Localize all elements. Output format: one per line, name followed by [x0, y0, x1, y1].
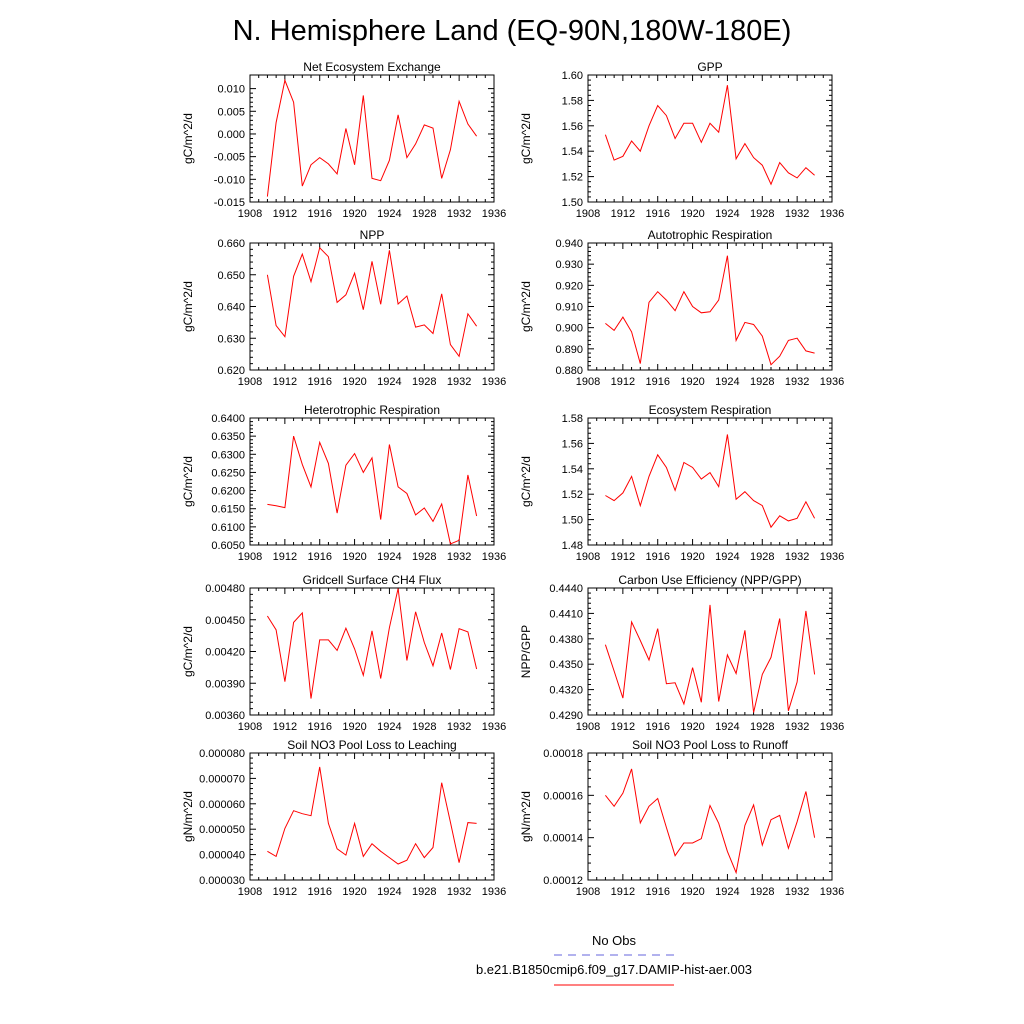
panel-title: Soil NO3 Pool Loss to Leaching — [287, 738, 457, 752]
x-tick-label: 1912 — [610, 886, 636, 898]
x-tick-label: 1932 — [446, 551, 472, 563]
x-tick-label: 1916 — [307, 721, 332, 733]
panel-title: Autotrophic Respiration — [647, 228, 773, 242]
x-tick-label: 1924 — [715, 376, 740, 388]
x-tick-label: 1932 — [784, 376, 810, 388]
y-tick-label: 0.660 — [217, 238, 245, 250]
y-tick-label: 0.4410 — [549, 608, 583, 621]
panel-title: Net Ecosystem Exchange — [303, 60, 441, 74]
series-line — [267, 767, 476, 864]
y-tick-label: 0.6100 — [211, 521, 245, 534]
x-tick-label: 1916 — [645, 376, 670, 388]
plot-frame — [250, 75, 494, 202]
legend-label-no-obs: No Obs — [591, 933, 637, 948]
y-tick-label: 1.56 — [561, 120, 583, 133]
y-tick-label: 0.930 — [555, 259, 583, 272]
x-tick-label: 1928 — [412, 376, 437, 388]
x-tick-label: 1936 — [481, 208, 507, 220]
x-tick-label: 1920 — [342, 551, 367, 563]
panel-title: GPP — [697, 60, 723, 74]
y-tick-label: 0.920 — [555, 280, 583, 293]
y-tick-label: 0.000030 — [199, 875, 245, 887]
x-tick-label: 1936 — [481, 886, 507, 898]
x-tick-label: 1920 — [680, 208, 705, 220]
y-tick-label: 0.4440 — [549, 583, 583, 595]
x-tick-label: 1908 — [237, 208, 263, 220]
x-tick-label: 1936 — [481, 376, 507, 388]
y-axis-label: gC/m^2/d — [519, 281, 533, 332]
y-tick-label: 0.00420 — [205, 646, 245, 659]
x-tick-label: 1908 — [237, 886, 263, 898]
y-tick-label: 0.6400 — [211, 413, 245, 425]
panel-gridcell-surface-ch4-flux — [181, 573, 506, 733]
y-tick-label: -0.015 — [213, 197, 245, 209]
panel-title: Soil NO3 Pool Loss to Runoff — [632, 738, 788, 752]
y-tick-label: 0.650 — [217, 269, 245, 282]
x-tick-label: 1928 — [750, 376, 775, 388]
y-tick-label: 1.56 — [561, 438, 583, 451]
x-tick-label: 1908 — [575, 208, 601, 220]
y-tick-label: 0.6150 — [211, 503, 245, 516]
y-axis-label: gC/m^2/d — [519, 456, 533, 507]
y-tick-label: 0.6200 — [211, 485, 245, 498]
panel-title: Gridcell Surface CH4 Flux — [302, 573, 442, 587]
y-tick-label: 0.900 — [555, 322, 583, 335]
y-tick-label: 1.50 — [561, 197, 583, 209]
plot-frame — [588, 243, 832, 370]
y-tick-label: 0.00014 — [543, 832, 583, 845]
y-tick-label: 0.620 — [217, 365, 245, 377]
x-tick-label: 1932 — [446, 208, 472, 220]
series-line — [267, 248, 476, 356]
x-tick-label: 1924 — [715, 551, 740, 563]
x-tick-label: 1912 — [610, 376, 636, 388]
x-tick-label: 1924 — [377, 551, 402, 563]
panel-net-ecosystem-exchange — [181, 60, 506, 220]
x-tick-label: 1920 — [342, 376, 367, 388]
y-tick-label: 0.000040 — [199, 849, 245, 862]
x-tick-label: 1912 — [272, 208, 298, 220]
plot-frame — [588, 418, 832, 545]
y-tick-label: 0.005 — [217, 106, 245, 119]
x-tick-label: 1932 — [446, 721, 472, 733]
y-tick-label: 0.010 — [217, 83, 245, 96]
x-tick-label: 1920 — [342, 208, 367, 220]
series-line — [267, 589, 476, 699]
panel-title: Ecosystem Respiration — [648, 403, 772, 417]
series-line — [605, 256, 814, 365]
panel-soil-no3-pool-loss-to-runoff — [519, 738, 844, 898]
panel-gpp — [519, 60, 844, 220]
y-tick-label: 0.00360 — [205, 710, 245, 722]
y-tick-label: 0.6350 — [211, 431, 245, 444]
x-tick-label: 1928 — [412, 886, 437, 898]
x-tick-label: 1936 — [819, 376, 845, 388]
x-tick-label: 1912 — [610, 551, 636, 563]
panel-title: Carbon Use Efficiency (NPP/GPP) — [618, 573, 802, 587]
x-tick-label: 1936 — [819, 721, 845, 733]
x-tick-label: 1928 — [750, 208, 775, 220]
series-line — [605, 435, 814, 528]
x-tick-label: 1916 — [307, 551, 332, 563]
x-tick-label: 1920 — [680, 551, 705, 563]
panel-npp — [181, 228, 506, 388]
x-tick-label: 1928 — [412, 208, 437, 220]
legend — [476, 933, 752, 985]
y-tick-label: 1.54 — [561, 463, 583, 476]
y-tick-label: 0.940 — [555, 238, 583, 250]
y-tick-label: 0.4380 — [549, 633, 583, 646]
x-tick-label: 1908 — [237, 551, 263, 563]
x-tick-label: 1912 — [610, 208, 636, 220]
y-tick-label: 0.4290 — [549, 710, 583, 722]
x-tick-label: 1908 — [575, 721, 601, 733]
y-tick-label: 0.630 — [217, 333, 245, 346]
series-line — [605, 769, 814, 873]
x-tick-label: 1916 — [645, 208, 670, 220]
plot-frame — [250, 588, 494, 715]
x-tick-label: 1924 — [377, 208, 402, 220]
x-tick-label: 1932 — [784, 551, 810, 563]
x-tick-label: 1928 — [750, 886, 775, 898]
x-tick-label: 1912 — [610, 721, 636, 733]
x-tick-label: 1936 — [819, 551, 845, 563]
x-tick-label: 1920 — [680, 886, 705, 898]
x-tick-label: 1920 — [342, 886, 367, 898]
y-tick-label: 1.58 — [561, 95, 583, 108]
x-tick-label: 1936 — [481, 721, 507, 733]
y-tick-label: 0.890 — [555, 343, 583, 356]
panel-ecosystem-respiration — [519, 403, 844, 563]
plot-frame — [250, 418, 494, 545]
x-tick-label: 1936 — [819, 886, 845, 898]
y-tick-label: 0.000050 — [199, 824, 245, 837]
y-tick-label: 0.4320 — [549, 684, 583, 697]
y-tick-label: 0.00390 — [205, 678, 245, 691]
x-tick-label: 1920 — [680, 376, 705, 388]
x-tick-label: 1928 — [750, 721, 775, 733]
x-tick-label: 1928 — [750, 551, 775, 563]
panel-title: Heterotrophic Respiration — [303, 403, 441, 417]
series-line — [605, 85, 814, 184]
x-tick-label: 1932 — [784, 721, 810, 733]
y-tick-label: 0.6050 — [211, 540, 245, 552]
x-tick-label: 1920 — [680, 721, 705, 733]
x-tick-label: 1908 — [237, 721, 263, 733]
x-tick-label: 1916 — [645, 551, 670, 563]
legend-label-run: b.e21.B1850cmip6.f09_g17.DAMIP-hist-aer.003 — [475, 962, 753, 977]
y-tick-label: 1.60 — [561, 70, 583, 82]
y-axis-label: gC/m^2/d — [181, 456, 195, 507]
y-tick-label: 0.910 — [555, 301, 583, 314]
y-axis-label: gC/m^2/d — [181, 281, 195, 332]
panel-carbon-use-efficiency-npp-gpp — [519, 573, 844, 733]
y-tick-label: 1.48 — [561, 540, 583, 552]
panel-autotrophic-respiration — [519, 228, 844, 388]
plot-frame — [250, 753, 494, 880]
x-tick-label: 1908 — [575, 376, 601, 388]
plot-frame — [588, 75, 832, 202]
series-line — [267, 436, 476, 544]
y-tick-label: 0.00480 — [205, 583, 245, 595]
series-line — [267, 80, 476, 196]
x-tick-label: 1936 — [819, 208, 845, 220]
y-tick-label: 1.54 — [561, 146, 583, 159]
x-tick-label: 1920 — [342, 721, 367, 733]
x-tick-label: 1908 — [575, 886, 601, 898]
x-tick-label: 1916 — [645, 886, 670, 898]
x-tick-label: 1916 — [307, 208, 332, 220]
y-tick-label: 0.000 — [217, 128, 245, 141]
x-tick-label: 1924 — [377, 376, 402, 388]
y-tick-label: 1.50 — [561, 514, 583, 527]
y-tick-label: 1.52 — [561, 489, 583, 502]
x-tick-label: 1932 — [784, 886, 810, 898]
y-tick-label: 0.000080 — [199, 748, 245, 760]
x-tick-label: 1912 — [272, 886, 298, 898]
y-tick-label: 0.000070 — [199, 773, 245, 786]
x-tick-label: 1928 — [412, 551, 437, 563]
x-tick-label: 1932 — [446, 376, 472, 388]
y-tick-label: 0.6300 — [211, 449, 245, 462]
y-tick-label: 1.58 — [561, 413, 583, 425]
y-axis-label: gN/m^2/d — [181, 791, 195, 842]
x-tick-label: 1932 — [446, 886, 472, 898]
y-axis-label: NPP/GPP — [519, 624, 533, 679]
y-tick-label: -0.010 — [213, 174, 245, 187]
y-tick-label: 0.4350 — [549, 659, 583, 672]
x-tick-label: 1924 — [715, 721, 740, 733]
y-axis-label: gC/m^2/d — [181, 626, 195, 677]
y-tick-label: 0.00016 — [543, 790, 583, 803]
x-tick-label: 1924 — [715, 208, 740, 220]
x-tick-label: 1916 — [645, 721, 670, 733]
x-tick-label: 1924 — [715, 886, 740, 898]
y-tick-label: 0.6250 — [211, 467, 245, 480]
y-tick-label: 0.000060 — [199, 798, 245, 811]
x-tick-label: 1912 — [272, 376, 298, 388]
x-tick-label: 1928 — [412, 721, 437, 733]
y-tick-label: 0.00018 — [543, 748, 583, 760]
panel-soil-no3-pool-loss-to-leaching — [181, 738, 506, 898]
x-tick-label: 1916 — [307, 376, 332, 388]
x-tick-label: 1936 — [481, 551, 507, 563]
y-tick-label: 0.00450 — [205, 614, 245, 627]
plot-frame — [588, 753, 832, 880]
panel-title: NPP — [359, 228, 385, 242]
x-tick-label: 1916 — [307, 886, 332, 898]
x-tick-label: 1924 — [377, 721, 402, 733]
y-axis-label: gC/m^2/d — [181, 113, 195, 164]
x-tick-label: 1908 — [237, 376, 263, 388]
y-tick-label: 0.00012 — [543, 875, 583, 887]
y-axis-label: gC/m^2/d — [519, 113, 533, 164]
y-tick-label: 0.640 — [217, 301, 245, 314]
y-tick-label: 1.52 — [561, 171, 583, 184]
y-axis-label: gN/m^2/d — [519, 791, 533, 842]
x-tick-label: 1912 — [272, 551, 298, 563]
x-tick-label: 1908 — [575, 551, 601, 563]
x-tick-label: 1932 — [784, 208, 810, 220]
x-tick-label: 1924 — [377, 886, 402, 898]
x-tick-label: 1912 — [272, 721, 298, 733]
y-tick-label: 0.880 — [555, 365, 583, 377]
series-line — [605, 605, 814, 713]
panel-heterotrophic-respiration — [181, 403, 506, 563]
y-tick-label: -0.005 — [213, 151, 245, 164]
figure-title: N. Hemisphere Land (EQ-90N,180W-180E) — [232, 15, 792, 47]
panels — [181, 60, 844, 898]
